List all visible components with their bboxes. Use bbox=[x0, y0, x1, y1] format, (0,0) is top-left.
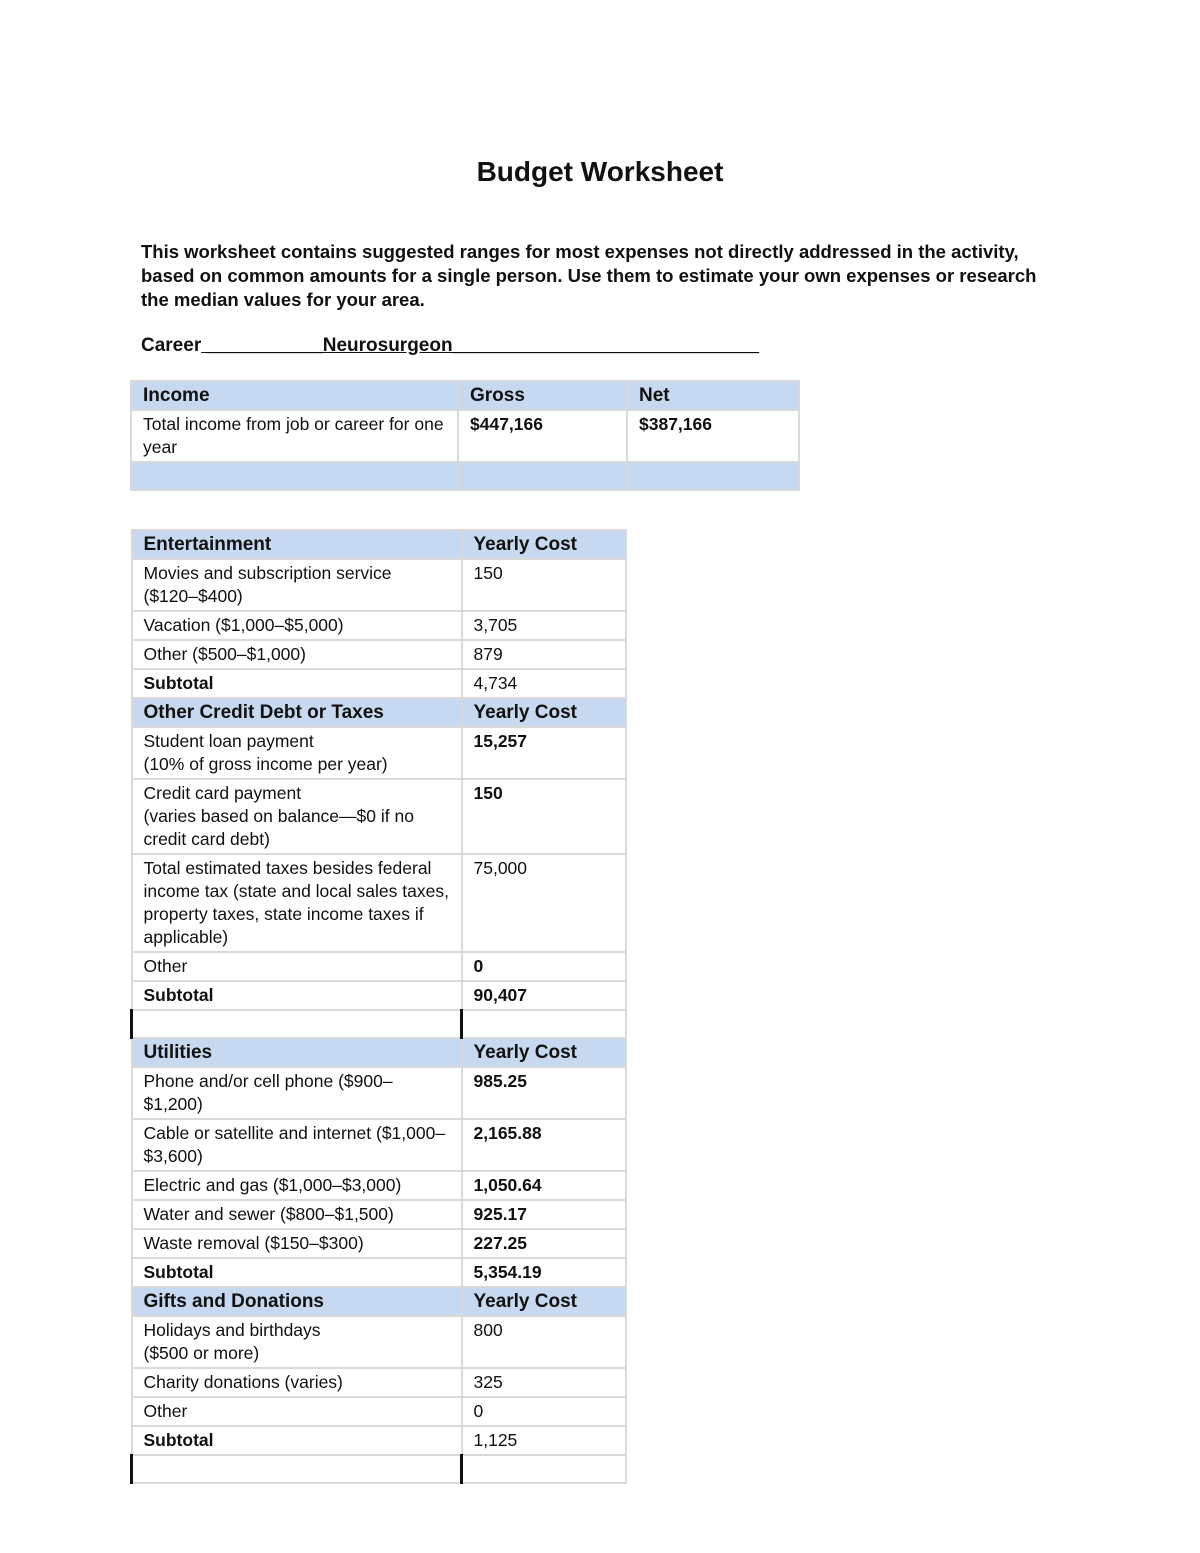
subtotal-label: Subtotal bbox=[132, 1426, 462, 1455]
utilities-header-row bbox=[132, 1038, 626, 1067]
table-row bbox=[132, 952, 626, 981]
blank-cell[interactable] bbox=[132, 1455, 462, 1483]
credit-header-row bbox=[132, 698, 626, 727]
cost-cell[interactable]: 227.25 bbox=[462, 1229, 626, 1258]
row-label: Other bbox=[132, 952, 462, 981]
row-label: Movies and subscription service ($120–$400) bbox=[132, 559, 462, 611]
career-blank-suffix: _____________________________ bbox=[452, 335, 760, 356]
cost-cell[interactable]: 985.25 bbox=[462, 1067, 626, 1119]
subtotal-label: Subtotal bbox=[132, 669, 462, 698]
income-row bbox=[131, 410, 799, 462]
cost-cell[interactable]: 3,705 bbox=[462, 611, 626, 640]
net-header: Net bbox=[627, 381, 799, 410]
table-row bbox=[132, 1397, 626, 1426]
blank-cell[interactable] bbox=[132, 1010, 462, 1038]
blank-cell[interactable] bbox=[462, 1010, 626, 1038]
table-row bbox=[132, 1171, 626, 1200]
table-row bbox=[132, 1067, 626, 1119]
credit-header: Other Credit Debt or Taxes bbox=[132, 698, 462, 727]
row-label bbox=[132, 779, 462, 854]
blank-cell[interactable] bbox=[627, 462, 799, 490]
entertainment-header-row bbox=[132, 530, 626, 559]
utilities-header: Utilities bbox=[132, 1038, 462, 1067]
cost-cell[interactable]: 325 bbox=[462, 1368, 626, 1397]
net-income-cell[interactable]: $387,166 bbox=[627, 410, 799, 462]
entertainment-header: Entertainment bbox=[132, 530, 462, 559]
subtotal-label: Subtotal bbox=[132, 981, 462, 1010]
row-label-line: Credit card payment bbox=[143, 783, 302, 803]
subtotal-cell[interactable]: 1,125 bbox=[462, 1426, 626, 1455]
cost-cell[interactable]: 0 bbox=[462, 1397, 626, 1426]
career-value[interactable]: Neurosurgeon bbox=[322, 335, 453, 356]
cost-cell[interactable]: 879 bbox=[462, 640, 626, 669]
table-row bbox=[132, 779, 626, 854]
subtotal-row bbox=[132, 1426, 626, 1455]
table-row bbox=[132, 1316, 626, 1368]
gross-header: Gross bbox=[458, 381, 627, 410]
table-row bbox=[132, 1229, 626, 1258]
cost-cell[interactable]: 800 bbox=[462, 1316, 626, 1368]
row-label-note: ($500 or more) bbox=[143, 1343, 260, 1363]
row-label: Other bbox=[132, 1397, 462, 1426]
gross-income-cell[interactable]: $447,166 bbox=[458, 410, 627, 462]
blank-row bbox=[132, 1455, 626, 1483]
cost-cell[interactable]: 150 bbox=[462, 779, 626, 854]
row-label bbox=[132, 1316, 462, 1368]
page-title: Budget Worksheet bbox=[476, 156, 724, 187]
career-label: Career bbox=[141, 335, 202, 356]
subtotal-row bbox=[132, 981, 626, 1010]
blank-cell[interactable] bbox=[462, 1455, 626, 1483]
row-label: Other ($500–$1,000) bbox=[132, 640, 462, 669]
cost-cell[interactable]: 1,050.64 bbox=[462, 1171, 626, 1200]
yearly-cost-header: Yearly Cost bbox=[462, 1038, 626, 1067]
table-row bbox=[132, 640, 626, 669]
cost-cell[interactable]: 15,257 bbox=[462, 727, 626, 779]
gifts-header-row bbox=[132, 1287, 626, 1316]
row-label bbox=[132, 727, 462, 779]
cost-cell[interactable]: 925.17 bbox=[462, 1200, 626, 1229]
yearly-cost-header: Yearly Cost bbox=[462, 1287, 626, 1316]
table-row bbox=[132, 727, 626, 779]
blank-row bbox=[132, 1010, 626, 1038]
cost-cell[interactable]: 2,165.88 bbox=[462, 1119, 626, 1171]
row-label: Waste removal ($150–$300) bbox=[132, 1229, 462, 1258]
income-blank-row bbox=[131, 462, 799, 490]
row-label-line: Holidays and birthdays bbox=[143, 1320, 321, 1340]
row-label: Total estimated taxes besides federal income tax (state and local sales taxes, property taxes, state income taxes if applicable) bbox=[132, 854, 462, 952]
subtotal-row bbox=[132, 1258, 626, 1287]
income-row-label: Total income from job or career for one year bbox=[131, 410, 458, 462]
row-label: Charity donations (varies) bbox=[132, 1368, 462, 1397]
gifts-header: Gifts and Donations bbox=[132, 1287, 462, 1316]
row-label: Water and sewer ($800–$1,500) bbox=[132, 1200, 462, 1229]
table-row bbox=[132, 854, 626, 952]
cost-cell[interactable]: 150 bbox=[462, 559, 626, 611]
income-table bbox=[130, 380, 800, 491]
expense-table bbox=[130, 529, 627, 1484]
blank-cell[interactable] bbox=[458, 462, 627, 490]
table-row bbox=[132, 559, 626, 611]
table-row bbox=[132, 611, 626, 640]
row-label: Vacation ($1,000–$5,000) bbox=[132, 611, 462, 640]
yearly-cost-header: Yearly Cost bbox=[462, 530, 626, 559]
intro-paragraph: This worksheet contains suggested ranges for most expenses not directly addressed in the activity, based on common amounts for a single person. Use them to estimate your own expenses or research the median values for your area. bbox=[141, 241, 1037, 310]
subtotal-cell[interactable]: 5,354.19 bbox=[462, 1258, 626, 1287]
subtotal-cell[interactable]: 90,407 bbox=[462, 981, 626, 1010]
table-row bbox=[132, 1200, 626, 1229]
row-label: Phone and/or cell phone ($900–$1,200) bbox=[132, 1067, 462, 1119]
row-label: Cable or satellite and internet ($1,000–$3,600) bbox=[132, 1119, 462, 1171]
subtotal-label: Subtotal bbox=[132, 1258, 462, 1287]
row-label-note: (10% of gross income per year) bbox=[143, 754, 388, 774]
subtotal-cell[interactable]: 4,734 bbox=[462, 669, 626, 698]
row-label-line: Student loan payment bbox=[143, 731, 314, 751]
row-label-note: (varies based on balance—$0 if no credit card debt) bbox=[143, 806, 414, 849]
table-row bbox=[132, 1119, 626, 1171]
income-header: Income bbox=[131, 381, 458, 410]
row-label: Electric and gas ($1,000–$3,000) bbox=[132, 1171, 462, 1200]
subtotal-row bbox=[132, 669, 626, 698]
blank-cell[interactable] bbox=[131, 462, 458, 490]
income-header-row bbox=[131, 381, 799, 410]
yearly-cost-header: Yearly Cost bbox=[462, 698, 626, 727]
cost-cell[interactable]: 0 bbox=[462, 952, 626, 981]
table-row bbox=[132, 1368, 626, 1397]
cost-cell[interactable]: 75,000 bbox=[462, 854, 626, 952]
career-blank-prefix: ___________ bbox=[201, 335, 323, 356]
career-line bbox=[141, 335, 759, 357]
